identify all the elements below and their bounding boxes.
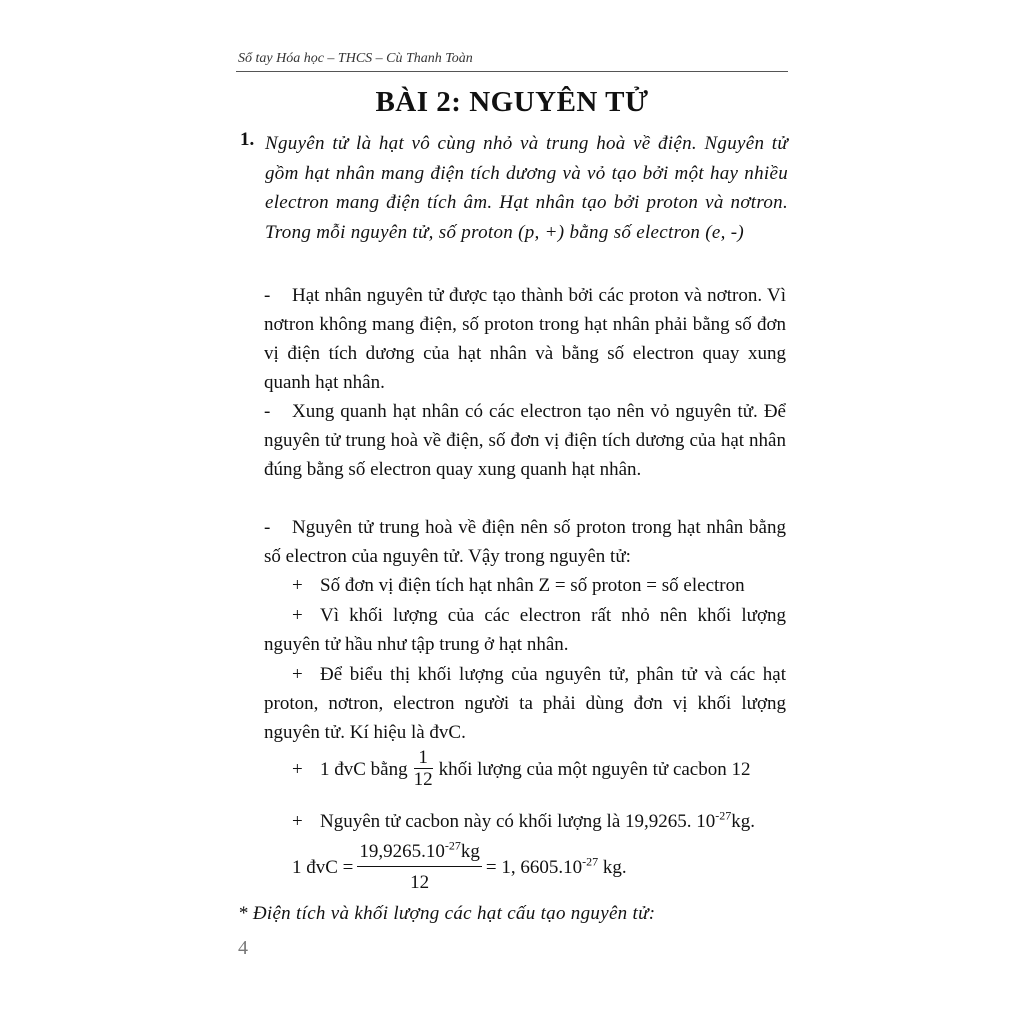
plus-marker: + (292, 664, 303, 685)
lesson-title: BÀI 2: NGUYÊN TỬ (375, 86, 649, 118)
intro-text: Nguyên tử là hạt vô cùng nhỏ và trung hoà về điện. Nguyên tử gồm hạt nhân mang điện tích dương và vỏ tạo bởi một hay nhiều electron mang điện tích âm. Hạt nhân tạo bởi proton và nơtron. Trong mỗi nguyên tử, số proton (p, +) bằng số electron (e, -) (265, 133, 788, 243)
dash-item-text: Nguyên tử trung hoà về điện nên số proton trong hạt nhân bằng số electron của nguyên tử. Vậy trong nguyên tử: (264, 517, 786, 567)
carbon-mass-unit: kg. (731, 811, 756, 832)
plus-marker: + (292, 759, 303, 780)
numerator-unit: kg (460, 841, 480, 862)
intro-paragraph (240, 129, 788, 247)
dvc-after-text: khối lượng của một nguyên tử cacbon 12 (438, 759, 751, 780)
dash-marker: - (264, 401, 271, 422)
plus-item-1 (264, 571, 786, 600)
dash-item-3 (264, 513, 786, 571)
rhs-base: = 1, 6605.10 (485, 856, 583, 878)
carbon-mass-line (264, 807, 786, 836)
dvc-equation (292, 840, 627, 895)
plus-item-2 (264, 601, 786, 659)
dvc-definition-line (264, 748, 786, 791)
dash-marker: - (264, 285, 271, 306)
plus-marker: + (292, 605, 303, 626)
numerator-exponent: -27 (444, 838, 461, 853)
dash-item-text: Xung quanh hạt nhân có các electron tạo nên vỏ nguyên tử. Để nguyên tử trung hoà về điện, số đơn vị điện tích dương của hạt nhân đúng bằng số electron quay xung quanh hạt nhân. (264, 401, 786, 480)
plus-marker: + (292, 575, 303, 596)
equation-rhs (485, 854, 627, 879)
plus-marker: + (292, 811, 303, 832)
star-note: * Điện tích và khối lượng các hạt cấu tạo nguyên tử: (238, 903, 656, 924)
plus-item-3 (264, 660, 786, 747)
section-number: 1. (240, 129, 255, 150)
carbon-mass-exponent: -27 (715, 808, 732, 823)
dash-item-text: Hạt nhân nguyên tử được tạo thành bởi các proton và nơtron. Vì nơtron không mang điện, số proton trong hạt nhân phải bằng số đơn vị điện tích dương của hạt nhân và bằng số electron quay xung quanh hạt nhân. (264, 285, 786, 393)
plus-item-text: Để biểu thị khối lượng của nguyên tử, phân tử và các hạt proton, nơtron, electron người ta phải dùng đơn vị khối lượng nguyên tử. Kí hiệu là đvC. (264, 664, 786, 743)
plus-item-text: Vì khối lượng của các electron rất nhỏ nên khối lượng nguyên tử hầu như tập trung ở hạt nhân. (264, 605, 786, 655)
dash-item-1 (264, 281, 786, 397)
running-header: Sổ tay Hóa học – THCS – Cù Thanh Toàn (238, 51, 473, 66)
equation-numerator (357, 840, 482, 867)
page-number: 4 (238, 937, 248, 959)
dash-item-2 (264, 397, 786, 484)
equation-fraction (357, 840, 482, 895)
fraction-numerator: 1 (414, 748, 433, 769)
equation-denominator: 12 (410, 872, 430, 893)
header-rule (236, 71, 788, 72)
rhs-unit: kg. (602, 856, 627, 878)
equation-lhs: 1 đvC = (292, 856, 354, 878)
dash-marker: - (264, 517, 271, 538)
one-twelfth-fraction (414, 748, 433, 791)
numerator-base: 19,9265.10 (359, 841, 445, 862)
carbon-mass-text: Nguyên tử cacbon này có khối lượng là 19,9265. 10 (320, 811, 716, 832)
rhs-exponent: -27 (582, 854, 599, 869)
dvc-before-text: 1 đvC bằng (320, 759, 408, 780)
fraction-denominator: 12 (413, 769, 433, 790)
plus-item-text: Số đơn vị điện tích hạt nhân Z = số proton = số electron (320, 575, 745, 596)
